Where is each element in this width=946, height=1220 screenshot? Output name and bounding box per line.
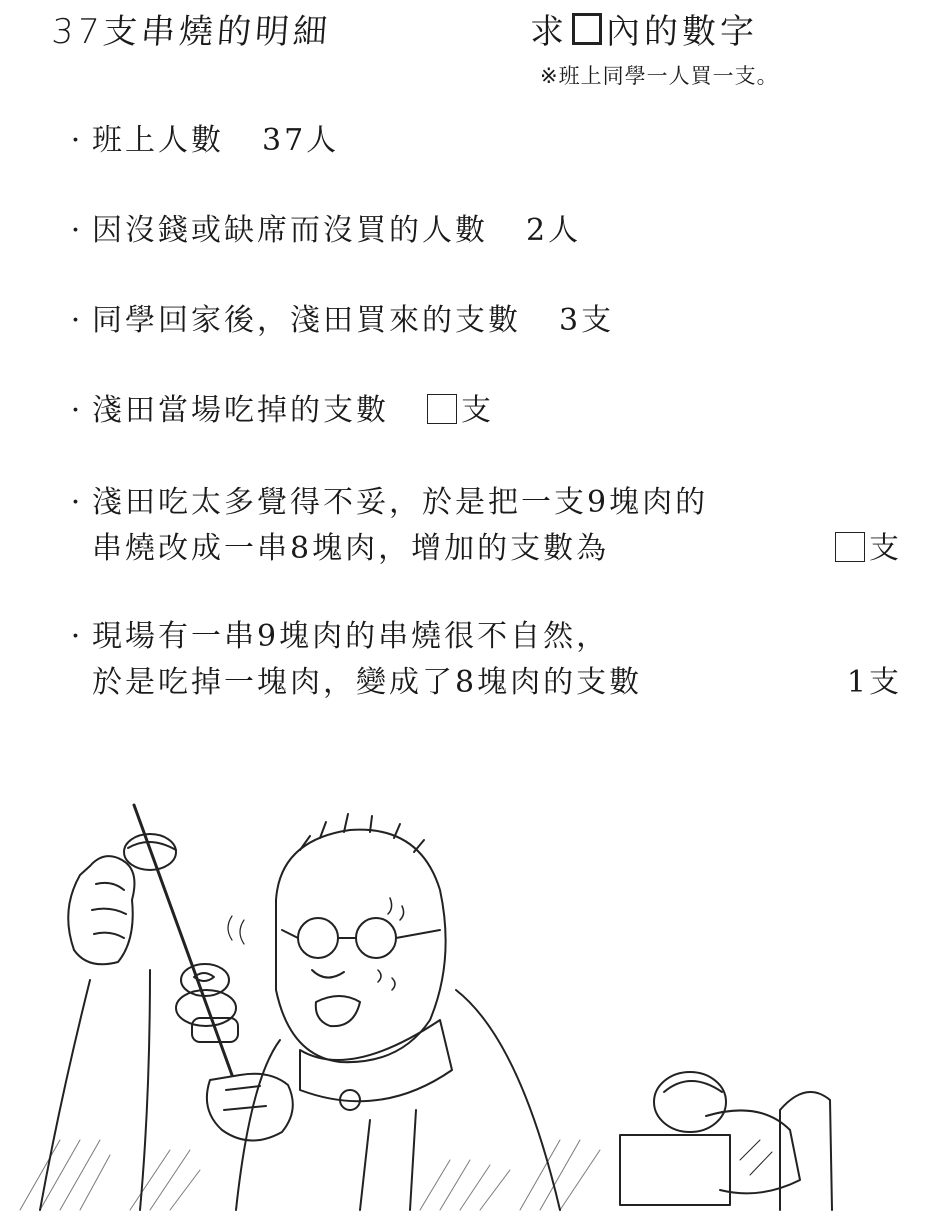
hatch-lines: [20, 1140, 600, 1210]
bullet-icon: ·: [70, 123, 84, 158]
item-text: 淺田當場吃掉的支數: [92, 393, 389, 428]
item-line1: 現場有一串9塊肉的串燒很不自然，: [92, 619, 610, 654]
question-title-suffix: 內的數字: [606, 12, 758, 52]
man-jacket-icon: [236, 990, 560, 1210]
bullet-icon: ·: [70, 213, 84, 248]
man-face-icon: [276, 814, 446, 1062]
item-unit: 支: [869, 531, 902, 566]
page-title: 37支串燒的明細: [50, 12, 333, 52]
list-item: [62, 298, 902, 344]
skewer-icon: [124, 805, 244, 1075]
bullet-icon: ·: [70, 619, 84, 654]
list-item: [62, 480, 902, 572]
blank-box-icon: [572, 13, 602, 45]
item-text: 班上人數: [92, 123, 224, 158]
list-item: [62, 118, 902, 164]
item-line2-text: 串燒改成一串8塊肉，增加的支數為: [92, 531, 610, 566]
item-text: 因沒錢或缺席而沒買的人數: [92, 213, 488, 248]
list-item: [62, 388, 902, 434]
sleeping-classmate-icon: [620, 1072, 832, 1210]
item-value: 2人: [526, 213, 582, 248]
item-text: 同學回家後，淺田買來的支數: [92, 303, 521, 338]
blank-box-icon: [835, 532, 865, 562]
list-item: [62, 614, 902, 706]
item-line2: [62, 660, 902, 706]
list-item: [62, 208, 902, 254]
bullet-icon: ·: [70, 485, 84, 520]
blank-box-icon: [427, 394, 457, 424]
question-title-prefix: 求: [530, 12, 568, 52]
left-hand-icon: [40, 856, 150, 1210]
item-line2-text: 於是吃掉一塊肉，變成了8塊肉的支數: [92, 665, 643, 700]
item-line2: [62, 526, 902, 572]
item-unit: 支: [461, 393, 494, 428]
note-text: ※班上同學一人買一支。: [540, 64, 779, 88]
item-value: 37人: [262, 123, 340, 158]
item-value: 3支: [559, 303, 615, 338]
item-value: 1支: [846, 665, 902, 700]
question-title: [530, 4, 758, 53]
item-value: [835, 526, 902, 572]
right-hand-icon: [207, 1074, 293, 1141]
bullet-icon: ·: [70, 393, 84, 428]
item-line1: 淺田吃太多覺得不妥，於是把一支9塊肉的: [92, 485, 709, 520]
item-value: [427, 393, 494, 428]
manga-illustration: [0, 780, 946, 1220]
bullet-icon: ·: [70, 303, 84, 338]
